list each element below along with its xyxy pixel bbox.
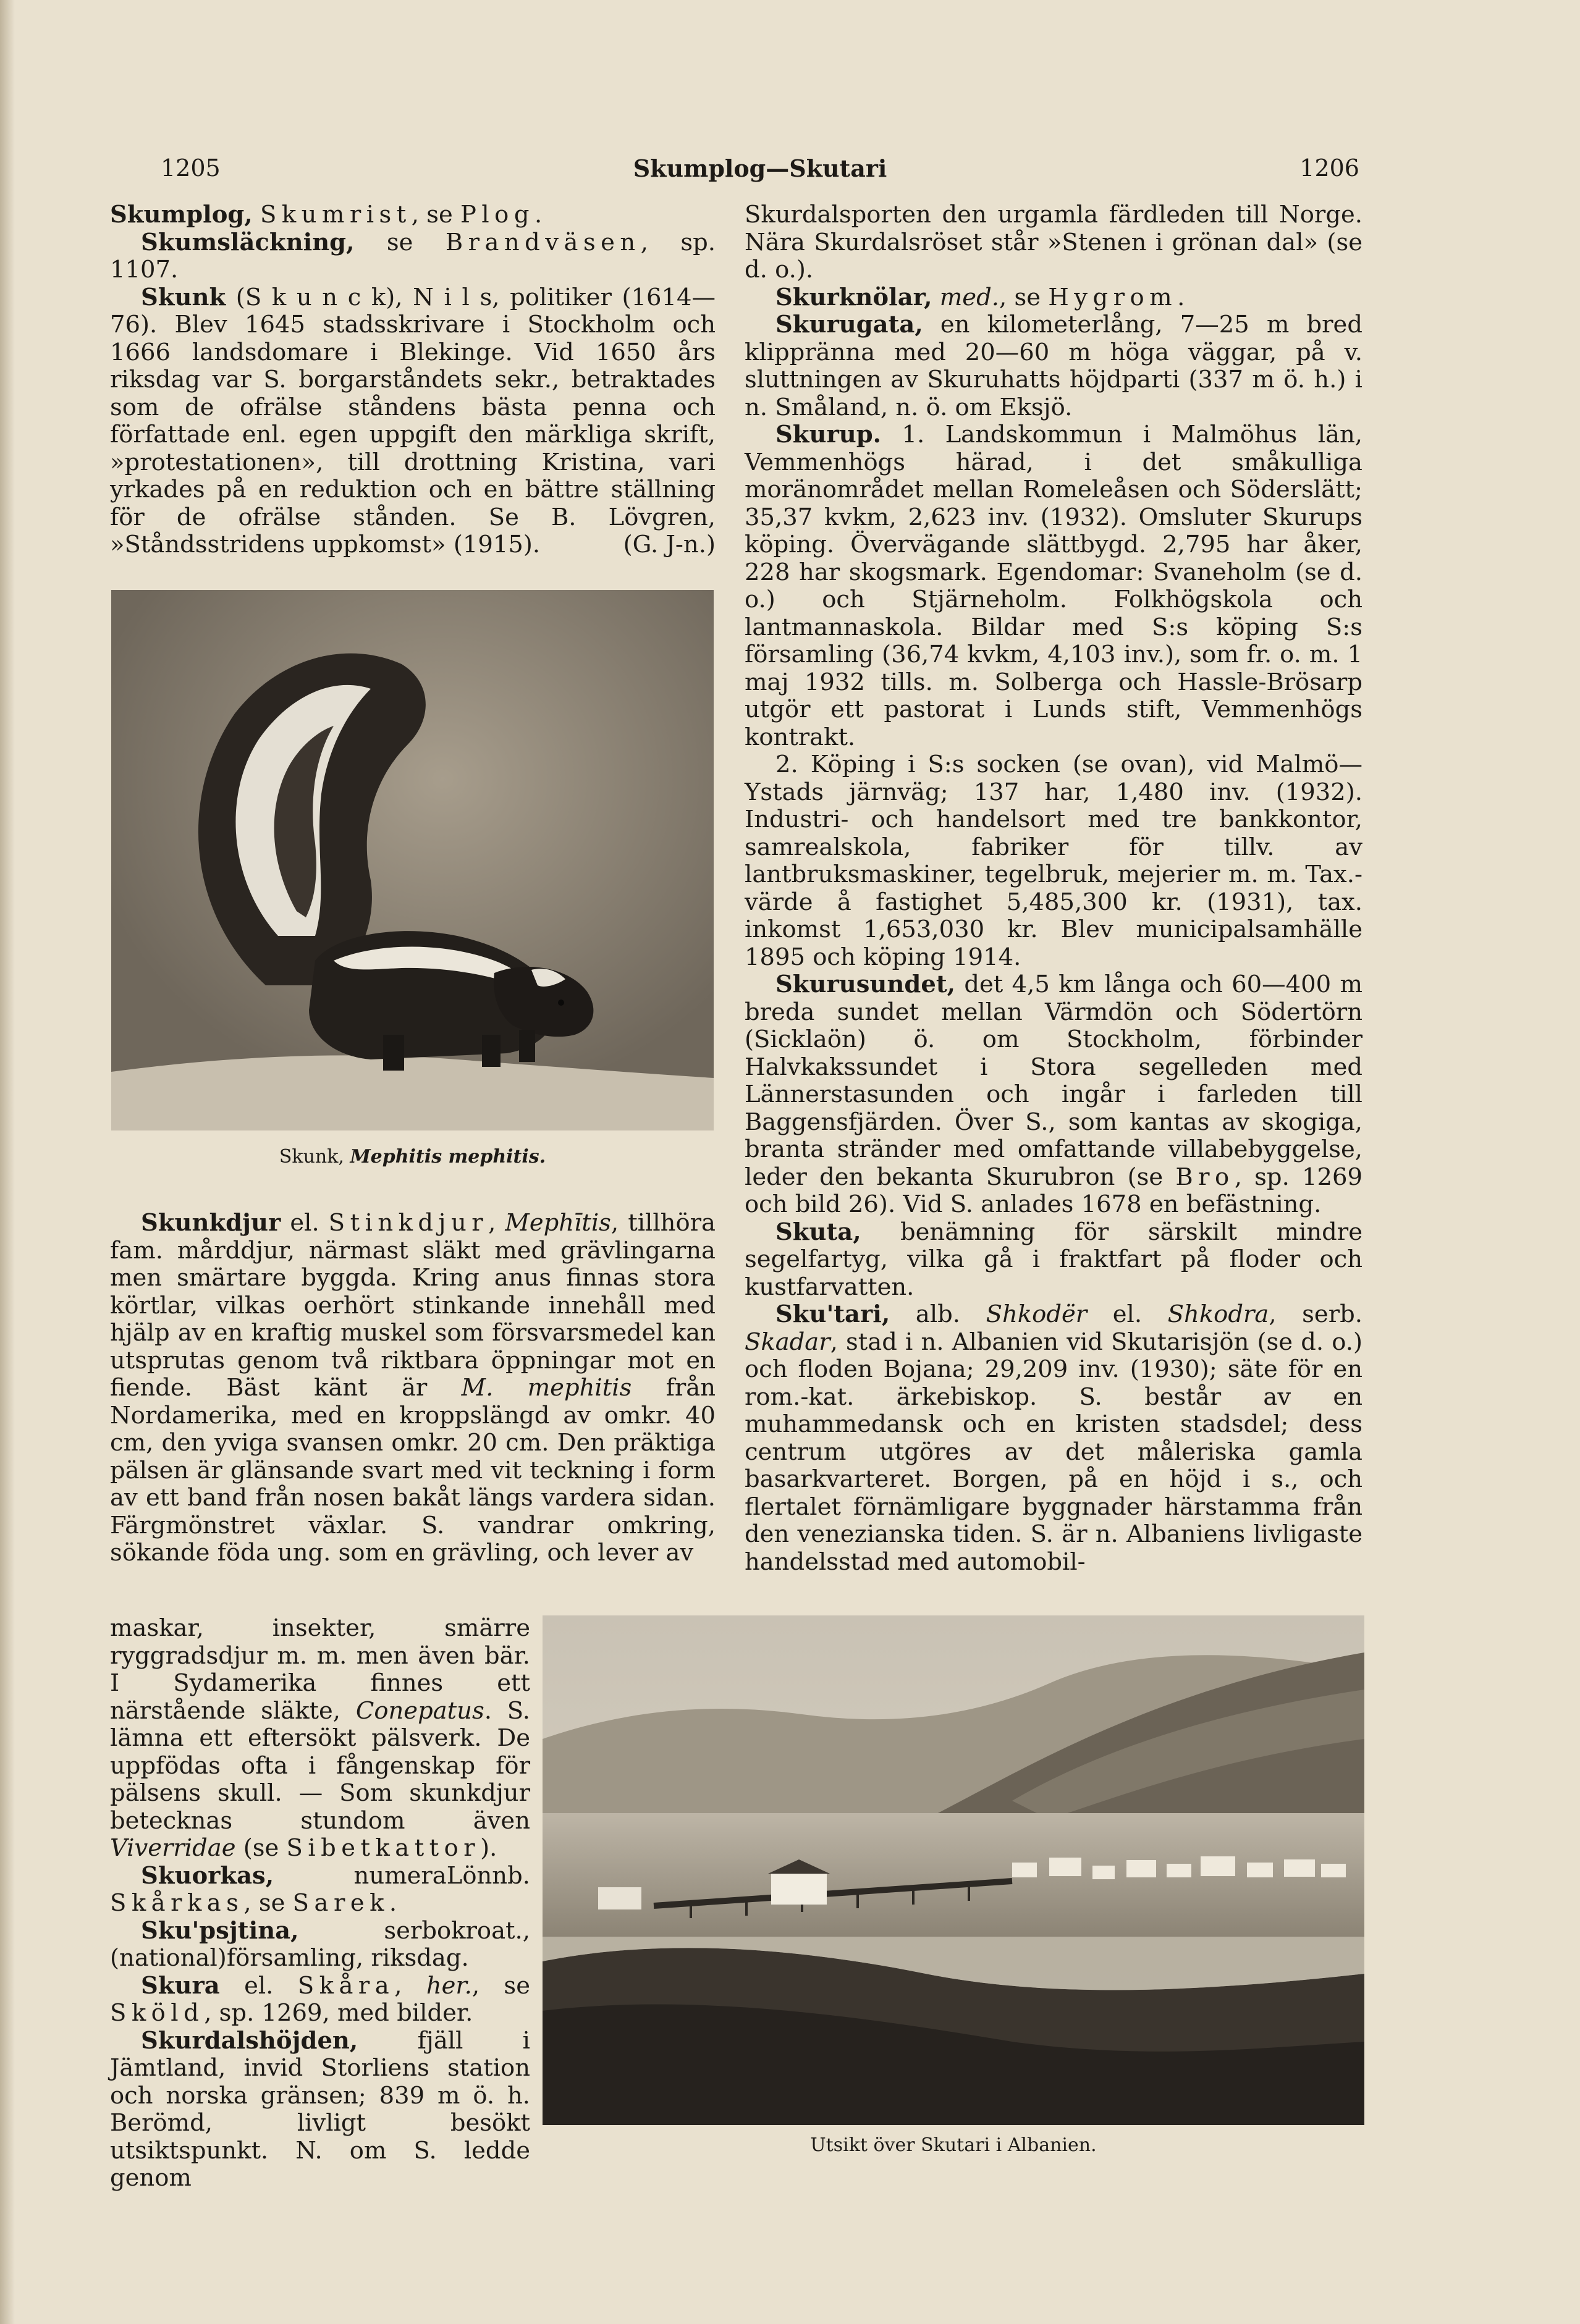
headword: Skurdalshöjden, — [141, 2026, 358, 2055]
page-number-left: 1205 — [161, 154, 221, 182]
entry-text: , sp. 1269, med bilder. — [204, 1999, 473, 2027]
entry-text: serbokroat., (national)församling, riksdag. — [110, 1916, 530, 1972]
entry-text: maskar, insekter, smärre ryggradsdjur m. m. men även bär. I Sydamerika finnes ett närstående släkte, — [110, 1614, 530, 1725]
page-number-right: 1206 — [1299, 154, 1359, 182]
entry-text: benämning för särskilt mindre segelfartyg, vilka gå i fraktfart på floder och kustfarvatten. — [745, 1218, 1362, 1301]
spaced-ref: Stinkdjur — [328, 1209, 489, 1237]
entry-skumslackning — [110, 229, 716, 284]
running-title: Skumplog—Skutari — [633, 154, 887, 182]
binding-edge — [0, 0, 15, 2324]
entry-skurdalshojden — [110, 2027, 530, 2192]
headword: Skumplog, — [110, 201, 253, 229]
entry-skurdalshojden-continued: Skurdalsporten den urgamla färdleden till Norge. Nära Skurdalsröset står »Stenen i grönan dal» (se d. o.). — [745, 201, 1362, 284]
entry-text: el. — [281, 1209, 329, 1237]
entry-text: numera — [274, 1861, 447, 1890]
entry-text: , sp. 1269 och bild 26). Vid S. anlades 1678 en befästning. — [745, 1163, 1362, 1218]
headword: Skumsläckning, — [141, 228, 355, 256]
left-column-narrow — [110, 1615, 530, 2251]
author-signature: (G. J-n.) — [623, 531, 716, 558]
entry-text: alb. — [890, 1300, 986, 1328]
entry-text: en kilometerlång, 7—25 m bred klippränna med 20—60 m höga väggar, på v. sluttningen av Skuruhatts höjdparti (337 m ö. h.) i n. Småland, n. ö. om Eksjö. — [745, 311, 1362, 421]
spaced-ref: Skåra — [297, 1971, 395, 2000]
headword: Skunkdjur — [141, 1209, 281, 1237]
entry-text: se — [354, 228, 446, 256]
entry-skumplog — [110, 201, 716, 229]
entry-text: . — [389, 1889, 397, 1917]
italic-term: M. mephitis — [461, 1374, 632, 1402]
entry-skurusundet — [745, 971, 1362, 1219]
right-column — [745, 201, 1362, 1622]
entry-skupsjtina — [110, 1918, 530, 1972]
spaced-ref: Hygrom — [1048, 283, 1178, 311]
spaced-ref: Bro — [1175, 1163, 1235, 1191]
italic-term: Mephītis — [505, 1209, 611, 1237]
entry-text: , se — [999, 283, 1049, 311]
entry-text: , — [394, 1971, 426, 2000]
entry-text: (S k u n c k), N i l s, politiker (1614—76). Blev 1645 stadsskrivare i Stockholm och 1666 landsdomare i Blekinge. Vid 1650 års riksdag var S. borgarståndets sekr., betraktades som de ofrälse ståndens bästa penna och författade enl. egen uppgift den märkliga skrift, »protestationen», till drottning Kristina, vari yrkades på en reduktion och en bättre ställning för de ofrälse stånden. Se B. Lövgren, »Ståndsstridens uppkomst» (1915). — [110, 283, 716, 558]
entry-skurup-2: 2. Köping i S:s socken (se ovan), vid Malmö—Ystads järnväg; 137 har, 1,480 inv. (1932). Industri- och handelsort med tre bankkontor, samrealskola, fabriker för tillv. av lantbruksmaskiner, tegelbruk, mejerier m. m. Tax.-värde å fastighet 5,485,300 kr. (1931), tax. inkomst 1,653,030 kr. Blev municipalsamhälle 1895 och köping 1914. — [745, 751, 1362, 971]
italic-term: Viverridae — [110, 1834, 236, 1862]
headword: Sku'psjtina, — [141, 1916, 299, 1945]
headword: Skurusundet, — [775, 970, 956, 998]
entry-text: fjäll i Jämtland, invid Storliens station och norska gränsen; 839 m ö. h. Berömd, livligt besökt utsiktspunkt. N. om S. ledde genom — [110, 2026, 530, 2192]
skunk-illustration — [111, 590, 714, 1130]
entry-skunk — [110, 284, 716, 559]
left-column-bottom — [110, 1210, 716, 1611]
headword: Skuorkas, — [141, 1861, 274, 1890]
entry-text: (se — [235, 1834, 287, 1862]
entry-text: 1. Landskommun i Malmöhus län, Vemmenhögs härad, i det småkulliga moränområdet mellan Romeleåsen och Söderslätt; 35,37 kvkm, 2,623 inv. (1932). Omsluter Skurups köping. Övervägande slättbygd. 2,795 har åker, 228 har skogsmark. Egendomar: Svaneholm (se d. o.) och Stjärneholm. Folkhögskola och lantmannaskola. Bildar med S:s köping S:s församling (36,74 kvkm, 4,103 inv.), som fr. o. m. 1 maj 1932 tills. m. Solberga och Hassle-Brösarp utgör ett pastorat i Lunds stift, Vemmenhögs kontrakt. — [745, 421, 1362, 751]
entry-text: el. — [219, 1971, 298, 2000]
headword: Sku'tari, — [775, 1300, 890, 1328]
spaced-ref: Sarek — [292, 1889, 389, 1917]
italic-term: her. — [426, 1971, 472, 2000]
entry-text: , se — [243, 1889, 293, 1917]
skunk-caption — [111, 1146, 714, 1168]
italic-term: Shkodra — [1167, 1300, 1269, 1328]
author-signature: Lönnb. — [446, 1861, 530, 1890]
headword: Skuta, — [775, 1218, 861, 1246]
italic-term: med. — [932, 283, 999, 311]
spaced-ref: Brandväsen — [445, 228, 641, 256]
entry-text: , tillhöra fam. mårddjur, närmast släkt med grävlingarna men smärtare byggda. Kring anus finnas stora körtlar, vilkas oerhört stinkande innehåll med hjälp av en kraftig muskel som försvarsmedel kan utsprutas genom två riktbara öppningar mot en fiende. Bäst känt är — [110, 1209, 716, 1402]
entry-skunkdjur — [110, 1210, 716, 1567]
entry-skutari — [745, 1301, 1362, 1576]
italic-term: Conepatus — [355, 1696, 484, 1725]
entry-text: , sp. 1107. — [110, 228, 716, 284]
skutari-caption: Utsikt över Skutari i Albanien. — [810, 2134, 1097, 2156]
spaced-ref: Plog — [460, 201, 534, 229]
entry-text: från Nordamerika, med en kroppslängd av omkr. 40 cm, den yviga svansen omkr. 20 cm. Den präktiga pälsen är glänsande svart med vit teckning i form av ett band från nosen bakåt längs vardera sidan. Färgmönstret växlar. S. vandrar omkring, sökande föda ung. som en grävling, och lever av — [110, 1374, 716, 1567]
entry-text: , — [488, 1209, 505, 1237]
entry-skurup — [745, 421, 1362, 751]
entry-skuta — [745, 1219, 1362, 1302]
caption-text: Skunk, — [279, 1146, 350, 1168]
spaced-ref: Skumrist — [260, 201, 412, 229]
entry-text: det 4,5 km långa och 60—400 m breda sundet mellan Värmdön och Södertörn (Sicklaön) ö. om Stockholm, förbinder Halvkakssundet i Stora segelleden med Lännerstasunden och ingår i farleden till Baggensfjärden. Över S., som kantas av skogiga, branta stränder med omfattande villabebyggelse, leder den bekanta Skurubron (se — [745, 970, 1362, 1191]
entry-text: , se — [471, 1971, 530, 2000]
running-head — [161, 154, 1359, 192]
left-column-top — [110, 201, 716, 597]
entry-text: , se — [411, 201, 453, 229]
spaced-ref: Skårkas — [110, 1889, 244, 1917]
skutari-photo — [543, 1615, 1364, 2125]
entry-skurugata — [745, 311, 1362, 421]
entry-text: . — [534, 201, 543, 229]
caption-species: Mephitis mephitis. — [350, 1146, 546, 1168]
entry-text: el. — [1087, 1300, 1168, 1328]
entry-text: ). — [480, 1834, 497, 1862]
entry-text: , stad i n. Albanien vid Skutarisjön (se d. o.) och floden Bojana; 29,209 inv. (1930); säte för en rom.-kat. ärkebiskop. S. består av en muhammedansk och en kristen stadsdel; dess centrum utgöres av det måleriska gamla basarkvarteret. Borgen, på en höjd i s., och flertalet förnämligare byggnader härstamma från den venezianska tiden. S. är n. Albaniens livligaste handelsstad med automobil- — [745, 1328, 1362, 1576]
entry-text: . S. lämna ett eftersökt pälsverk. De uppfödas ofta i fångenskap för pälsens skull. — Som skunkdjur betecknas stundom även — [110, 1696, 531, 1835]
headword: Skurknölar, — [775, 283, 932, 311]
headword: Skurugata, — [775, 311, 923, 339]
skunk-photo — [111, 590, 714, 1130]
headword: Skurup. — [775, 421, 882, 448]
entry-text: . — [1177, 283, 1185, 311]
headword: Skura — [141, 1971, 220, 2000]
spaced-ref: Sibetkattor — [286, 1834, 481, 1862]
headword: Skunk — [141, 283, 226, 311]
entry-skura — [110, 1972, 530, 2027]
italic-term: Shkodër — [986, 1300, 1088, 1328]
skutari-landscape — [543, 1615, 1364, 2125]
spaced-ref: Sköld — [110, 1999, 205, 2027]
entry-skurknolar — [745, 284, 1362, 312]
entry-text: , serb. — [1269, 1300, 1362, 1328]
italic-term: Skadar — [745, 1328, 830, 1356]
